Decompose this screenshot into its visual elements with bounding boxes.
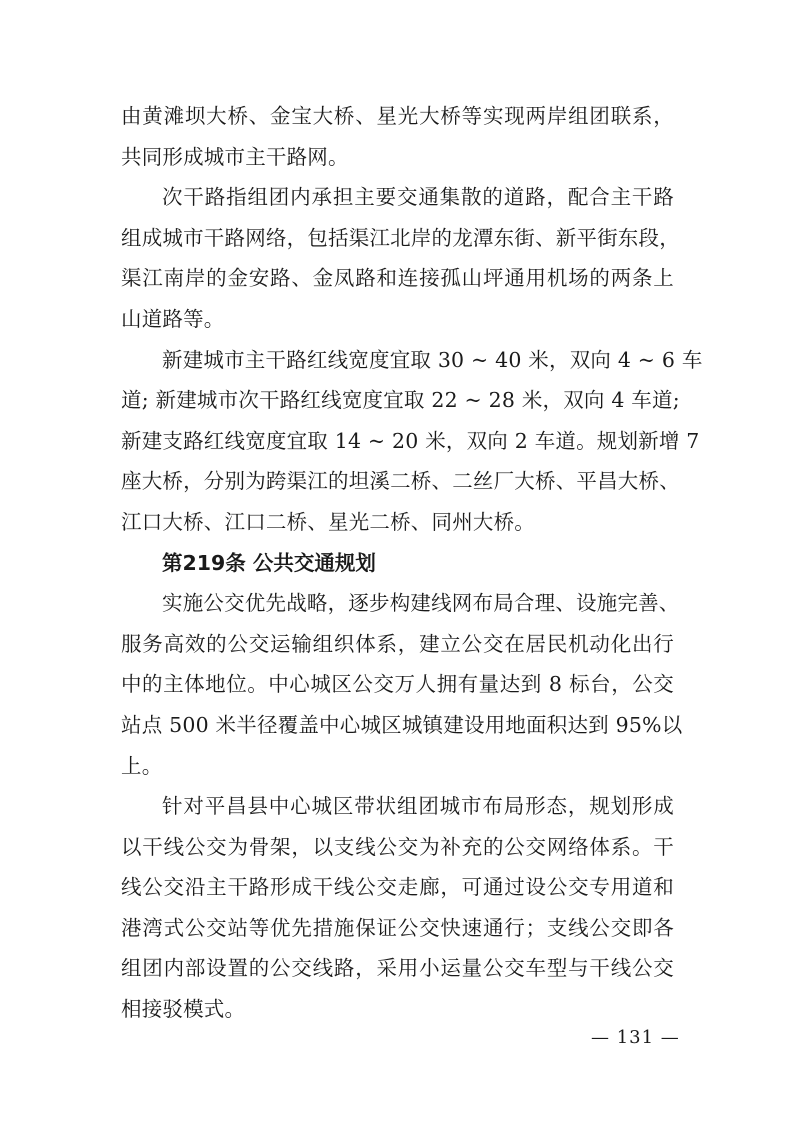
- paragraph-line: 江口大桥、江口二桥、星光二桥、同州大桥。: [121, 509, 535, 534]
- paragraph-line: 道; 新建城市次干路红线宽度宜取 22 ~ 28 米，双向 4 车道;: [121, 388, 680, 413]
- paragraph-line: 港湾式公交站等优先措施保证公交快速通行；支线公交即各: [121, 915, 674, 940]
- document-body: [121, 96, 703, 1030]
- paragraph-line: 服务高效的公交运输组织体系，建立公交在居民机动化出行: [121, 631, 674, 656]
- paragraph-line: 上。: [121, 753, 163, 778]
- paragraph-line: 线公交沿主干路形成干线公交走廊，可通过设公交专用道和: [121, 875, 674, 900]
- paragraph-line: 新建支路红线宽度宜取 14 ~ 20 米，双向 2 车道。规划新增 7: [121, 428, 700, 453]
- paragraph-line: 实施公交优先战略，逐步构建线网布局合理、设施完善、: [162, 591, 680, 616]
- paragraph-line: 由黄滩坝大桥、金宝大桥、星光大桥等实现两岸组团联系，: [121, 104, 674, 128]
- paragraph-line: 新建城市主干路红线宽度宜取 30 ~ 40 米，双向 4 ~ 6 车: [162, 347, 703, 372]
- paragraph-line: 组成城市干路网络，包括渠江北岸的龙潭东街、新平街东段，: [121, 225, 680, 250]
- paragraph-line: 渠江南岸的金安路、金凤路和连接孤山坪通用机场的两条上: [121, 266, 674, 291]
- page-number: — 131 —: [591, 1027, 680, 1048]
- paragraph-line: 相接驳模式。: [121, 997, 246, 1022]
- paragraph-line: 中的主体地位。中心城区公交万人拥有量达到 8 标台，公交: [121, 672, 674, 697]
- paragraph-line: 站点 500 米半径覆盖中心城区城镇建设用地面积达到 95%以: [121, 712, 683, 737]
- paragraph-line: 山道路等。: [121, 306, 225, 331]
- paragraph-line: 组团内部设置的公交线路，采用小运量公交车型与干线公交: [121, 956, 674, 981]
- paragraph-line: 共同形成城市主干路网。: [121, 144, 349, 169]
- paragraph-line: 针对平昌县中心城区带状组团城市布局形态，规划形成: [162, 794, 674, 819]
- paragraph-line: 次干路指组团内承担主要交通集散的道路，配合主干路: [162, 185, 674, 210]
- paragraph-line: 以干线公交为骨架，以支线公交为补充的公交网络体系。干: [121, 834, 674, 859]
- paragraph-line: 座大桥，分别为跨渠江的坦溪二桥、二丝厂大桥、平昌大桥、: [121, 469, 680, 494]
- section-heading: 第219条 公共交通规划: [162, 550, 376, 575]
